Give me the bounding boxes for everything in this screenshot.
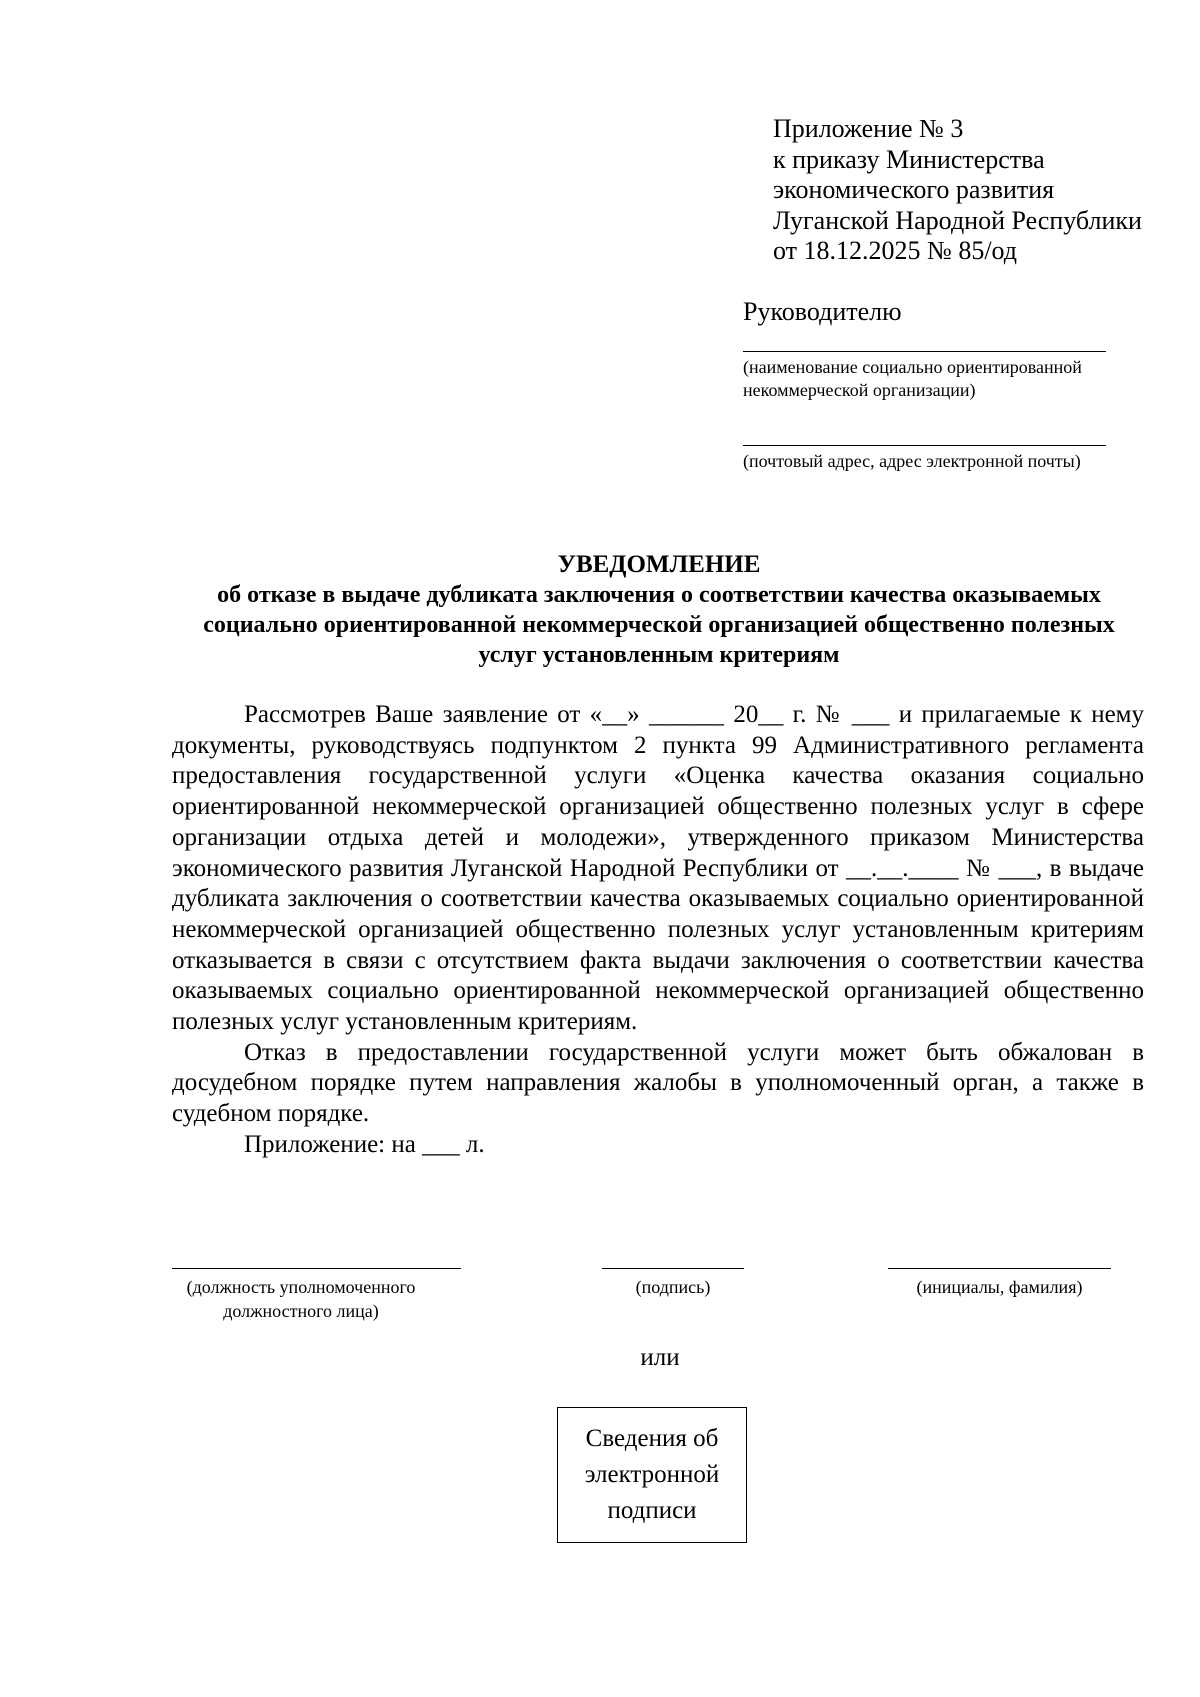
- position-caption-line: должностного лица): [223, 1301, 379, 1321]
- document-body: [172, 700, 1144, 1161]
- esig-line: подписи: [607, 1497, 697, 1524]
- org-name-caption-line: (наименование социально ориентированной: [743, 357, 1082, 377]
- addressee-label: Руководителю: [743, 297, 902, 326]
- appendix-line: Луганской Народной Республики: [773, 205, 1142, 235]
- appendix-header: [773, 114, 1142, 267]
- name-caption: (инициалы, фамилия): [916, 1277, 1083, 1297]
- body-paragraph: Отказ в предоставлении государственной услуги может быть обжалован в досудебном порядке путем направления жалобы в уполномоченный орган, а также в судебном порядке.: [172, 1038, 1144, 1128]
- signature-sign-line: [602, 1268, 744, 1269]
- org-name-fill-line: [743, 351, 1106, 352]
- address-caption: (почтовый адрес, адрес электронной почты): [743, 451, 1081, 471]
- title-subtitle: об отказе в выдаче дубликата заключения о соответствии качества оказываемых социально ориентированной некоммерческой организацией общественно полезных услуг установленным критериям: [203, 582, 1115, 668]
- address-fill-line: [743, 445, 1106, 446]
- esig-line: Сведения об: [585, 1425, 719, 1452]
- title-main: УВЕДОМЛЕНИЕ: [557, 551, 761, 578]
- position-caption-line: (должность уполномоченного: [186, 1277, 416, 1297]
- position-caption: [166, 1275, 436, 1323]
- name-sign-line: [888, 1268, 1111, 1269]
- signature-caption: (подпись): [635, 1277, 711, 1297]
- document-title: [172, 550, 1146, 670]
- appendix-line: экономического развития: [773, 175, 1055, 204]
- appendix-line: к приказу Министерства: [773, 144, 1045, 174]
- org-name-caption-line: некоммерческой организации): [743, 380, 976, 400]
- or-separator: или: [640, 1344, 680, 1371]
- esig-line: электронной: [584, 1461, 720, 1488]
- electronic-signature-box: [557, 1407, 747, 1543]
- body-paragraph: Рассмотрев Ваше заявление от «__» ______ 20__ г. № ___ и прилагаемые к нему документы, руководствуясь подпунктом 2 пункта 99 Административного регламента предоставления государственной услуги «Оценка качества оказания социально ориентированной некоммерческой организацией общественно полезных услуг в сфере организации отдыха детей и молодежи», утвержденного приказом Министерства экономического развития Луганской Народной Республики от __.__.____ № ___, в выдаче дубликата заключения о соответствии качества оказываемых социально ориентированной некоммерческой организацией общественно полезных услуг установленным критериям отказывается в связи с отсутствием факта выдачи заключения о соответствии качества оказываемых социально ориентированной некоммерческой организацией общественно полезных услуг установленным критериям.: [172, 701, 1144, 1036]
- org-name-caption: [743, 356, 1082, 402]
- appendix-line: Приложение № 3: [773, 114, 964, 143]
- attachment-line: Приложение: на ___ л.: [244, 1130, 485, 1158]
- position-sign-line: [172, 1268, 461, 1269]
- appendix-line: от 18.12.2025 № 85/од: [773, 236, 1018, 265]
